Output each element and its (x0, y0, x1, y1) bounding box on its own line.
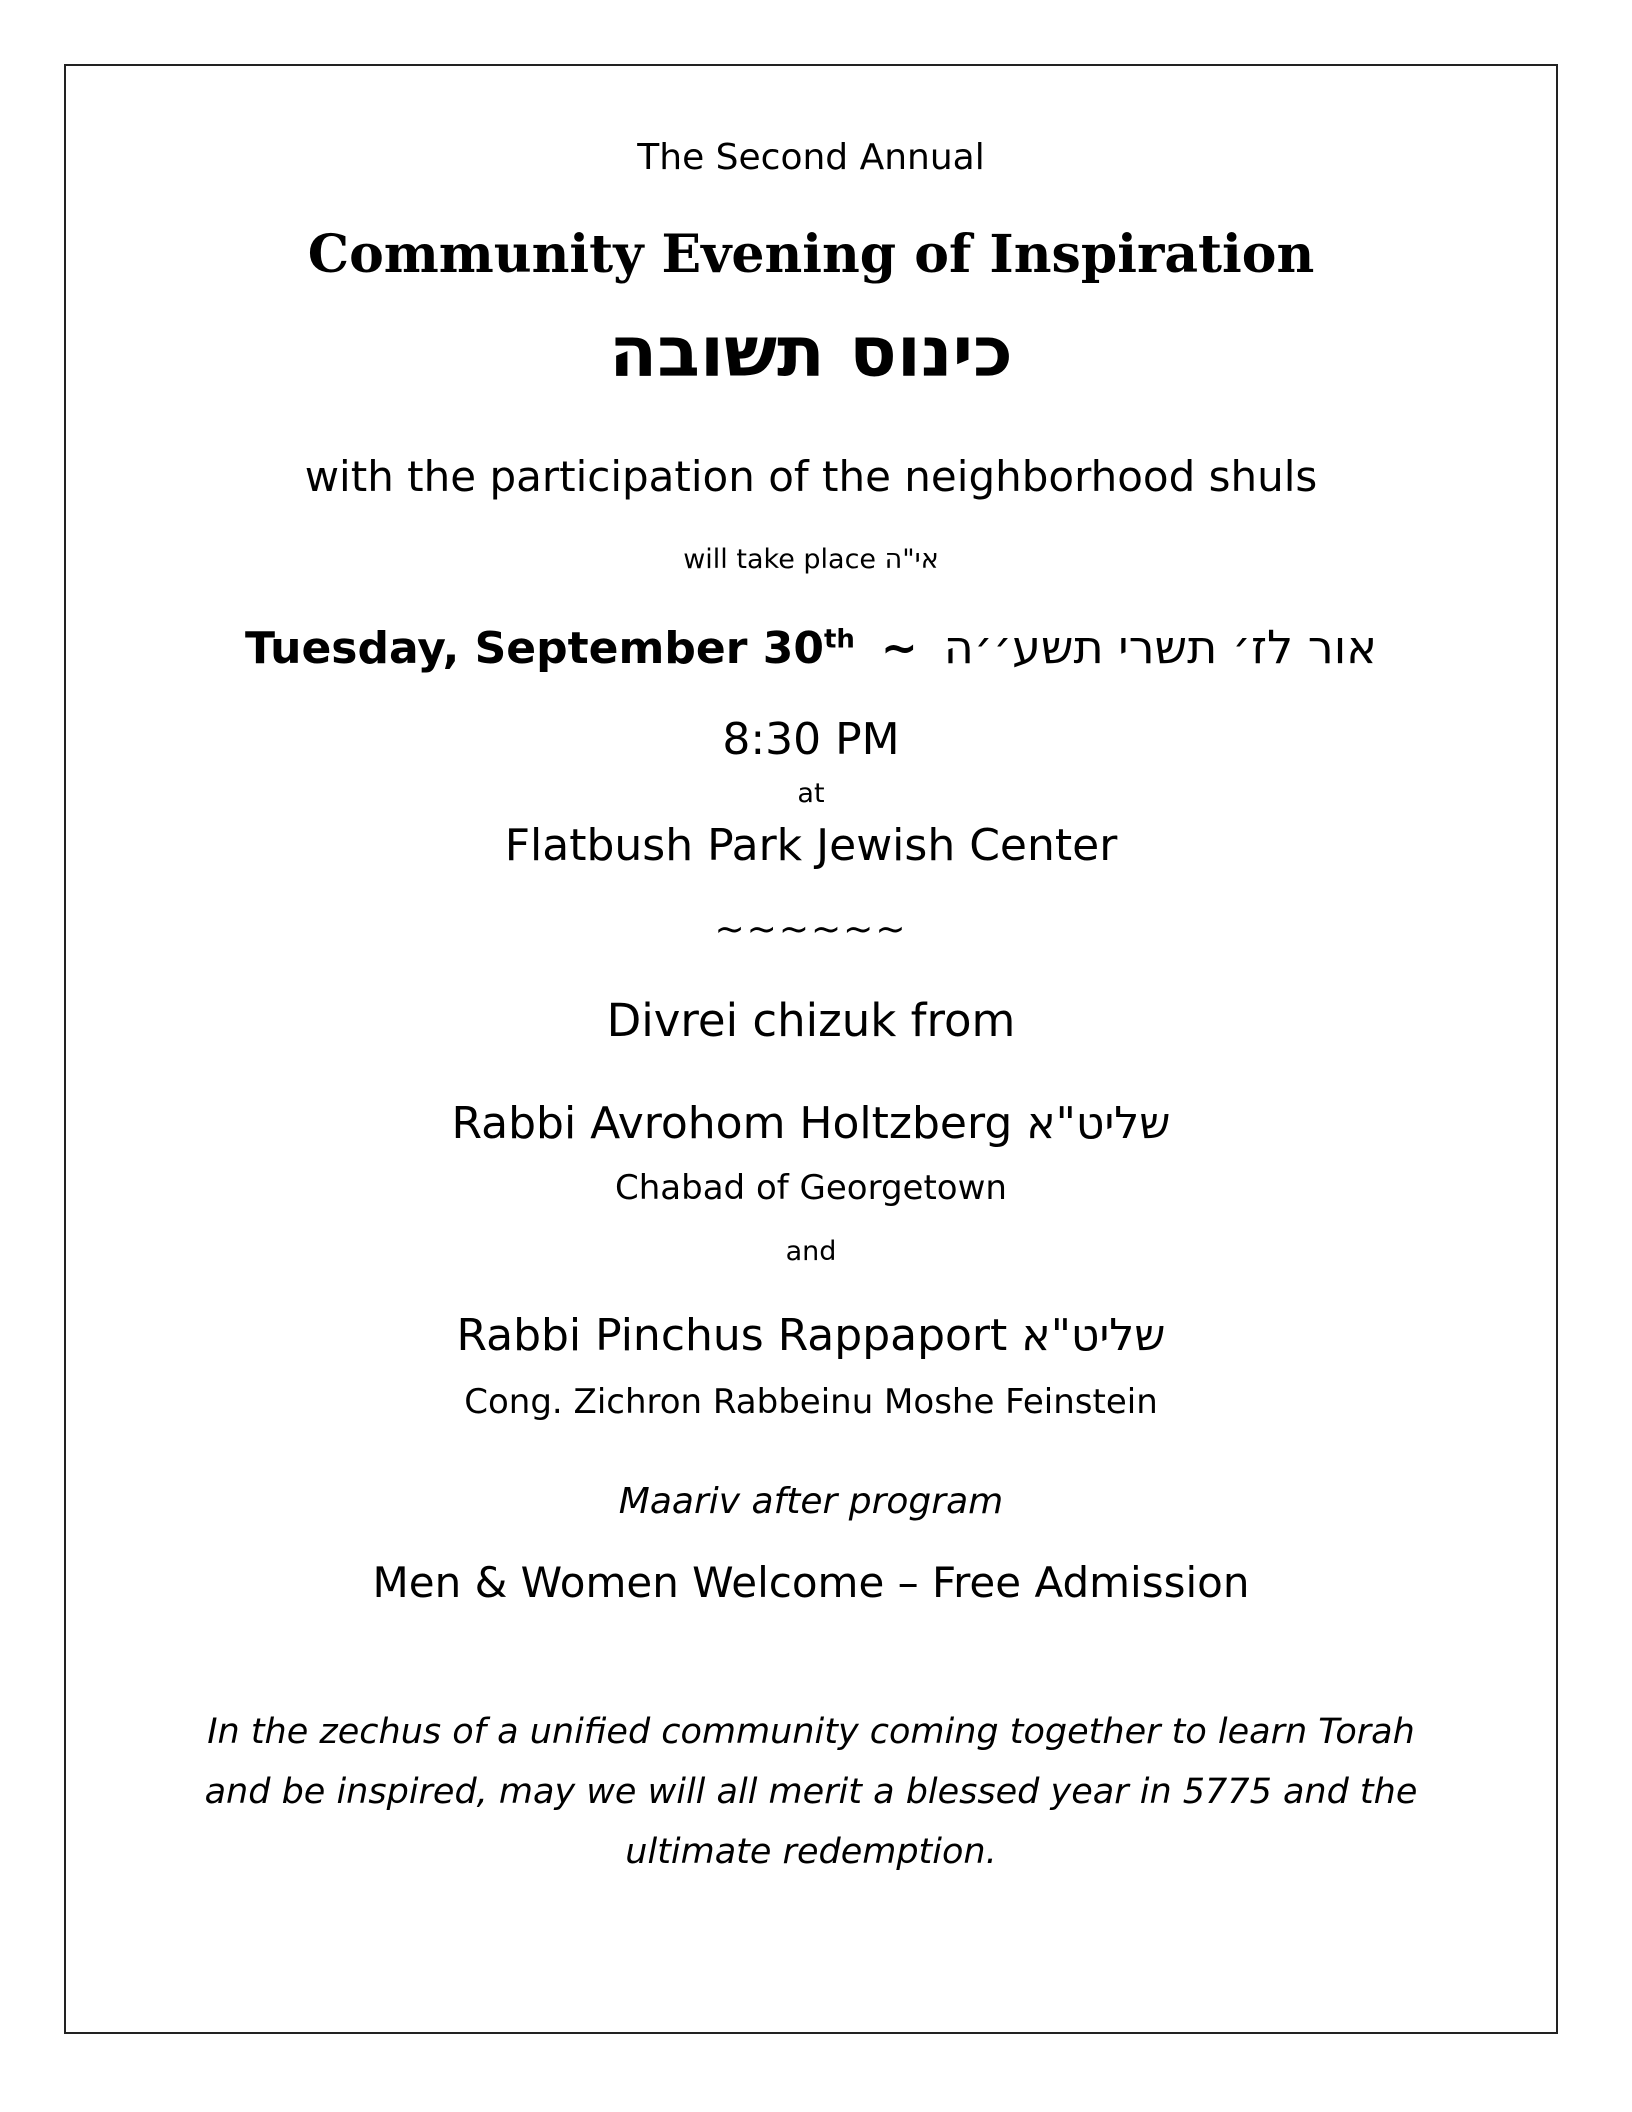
admission-note: Men & Women Welcome – Free Admission (372, 1558, 1250, 1607)
date-hebrew: אור לז׳ תשרי תשע׳׳ה (943, 620, 1378, 674)
closing-line-3: ultimate redemption. (625, 1832, 997, 1872)
divider: ~~~~~~ (714, 909, 908, 950)
will-take-place-line (64, 544, 1558, 576)
hebrew-title: כינוס תשובה (609, 311, 1013, 393)
at-label: at (797, 778, 825, 809)
participation-line: with the participation of the neighborhood shuls (304, 452, 1318, 501)
event-title: Community Evening of Inspiration (307, 224, 1315, 285)
divrei-chizuk-heading: Divrei chizuk from (606, 994, 1016, 1047)
date-ordinal-suffix: th (823, 624, 855, 655)
conjunction: and (785, 1236, 837, 1267)
speaker-1-organization: Chabad of Georgetown (615, 1168, 1007, 1208)
speaker-2-organization: Cong. Zichron Rabbeinu Moshe Feinstein (464, 1382, 1158, 1422)
speaker-2-name: Rabbi Pinchus Rappaport (456, 1310, 1008, 1361)
closing-line-2: and be inspired, may we will all merit a blessed year in 5775 and the (204, 1772, 1418, 1812)
date-english: Tuesday, September 30 (244, 623, 824, 674)
event-date (64, 620, 1558, 676)
intro-line: The Second Annual (637, 137, 985, 178)
closing-blessing (64, 1702, 1558, 1882)
speaker-1-name: Rabbi Avrohom Holtzberg (451, 1098, 1013, 1149)
speaker-1 (64, 1098, 1558, 1151)
date-separator: ~ (880, 623, 918, 674)
closing-line-1: In the zechus of a unified community coming together to learn Torah (207, 1712, 1415, 1752)
speaker-2-honorific: שליט"א (1021, 1310, 1166, 1361)
event-venue: Flatbush Park Jewish Center (504, 820, 1118, 871)
maariv-note: Maariv after program (618, 1481, 1004, 1522)
event-time: 8:30 PM (722, 714, 900, 765)
will-take-place-hebrew: אי"ה (884, 544, 939, 575)
speaker-2 (64, 1310, 1558, 1363)
speaker-1-honorific: שליט"א (1026, 1098, 1171, 1149)
will-take-place-text: will take place (683, 544, 877, 575)
